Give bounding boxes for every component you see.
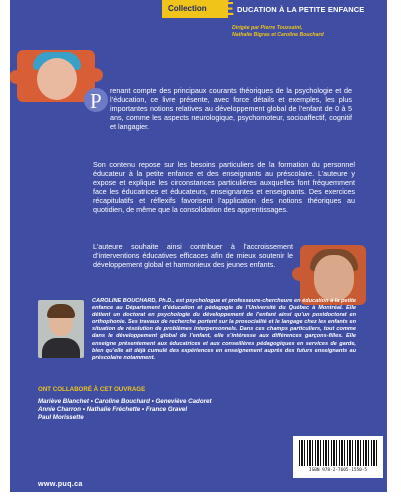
collection-label: Collection: [168, 4, 207, 13]
drop-cap-letter: P: [90, 89, 102, 113]
barcode-bars: [299, 440, 377, 466]
editors-line-2: Nathalie Bigras et Caroline Bouchard: [232, 32, 324, 38]
author-photo: [38, 300, 84, 358]
intro-paragraph: renant compte des principaux courants théoriques de la psychologie et de l’éducation, ce livre présente, avec force détails et exemples, les plus importantes notions relatives au développement global de l’enfant de 0 à 5 ans, comme les aspects neurologique, psychomoteur, socioaffectif, cognitif et langagier.: [110, 86, 352, 132]
isbn-barcode: [293, 436, 383, 478]
collaborators-heading: ONT COLLABORÉ À CET OUVRAGE: [38, 386, 146, 393]
puzzle-photo-child-top: [17, 50, 95, 102]
editors-line-1: Dirigée par Pierre Toussaint,: [232, 25, 303, 31]
content-paragraph: Son contenu repose sur les besoins particuliers de la formation du personnel éducateur à la petite enfance et des enseignants au préscolaire. L’auteure y expose et explique les circonstances particulières auxquelles font fréquemment face les éducatrices et éducateurs, enseignantes et enseignants. Des exercices récapitulatifs et réflexifs favorisent l’application des notions théoriques au quotidien, de même que la consolidation des apprentissages.: [93, 160, 355, 215]
isbn-number: ISBN 978-2-7605-1550-5: [308, 468, 368, 473]
author-bio: CAROLINE BOUCHARD, Ph.D., est psychologue et professeure-chercheure en éducation à la petite enfance au Département d’éducation et pédagogie de l’Université du Québec à Montréal. Elle détient un doctorat en psychologie du développement de l’enfant ainsi qu’un postdoctorat en orthophonie. Ses travaux de recherche portent sur la prosocialité et le langage chez les enfants en situation de résolution de problèmes interpersonnels. Dans ces champs particuliers, tout comme dans le développement global de l’enfant, elle s’intéresse aux différences garçons-filles. Elle enseigne présentement aux éducatrices et aux conseillères pédagogiques en services de garde, bien qu’elle ait déjà cumulé des expériences en enseignement auprès des futurs enseignants au préscolaire notamment.: [92, 298, 356, 361]
author-body: [42, 338, 80, 358]
closing-paragraph: L’auteure souhaite ainsi contribuer à l’accroissement d’interventions éducatives efficaces afin de mieux soutenir le développement global et harmonieux des jeunes enfants.: [93, 242, 293, 270]
child-face: [37, 58, 77, 100]
publisher-url[interactable]: www.puq.ca: [38, 479, 83, 488]
editors-credit: [232, 25, 382, 39]
collection-header: [10, 0, 387, 18]
puzzle-knob: [292, 267, 308, 281]
collaborators-line: Annie Charron • Nathalie Fréchette • France Gravel: [38, 406, 188, 414]
book-back-cover: [10, 0, 387, 492]
drop-cap-circle: [84, 88, 108, 112]
puzzle-knob: [87, 68, 103, 82]
collaborators-list: [38, 398, 278, 423]
collaborators-line: Paul Morissette: [38, 414, 84, 422]
author-hair: [47, 304, 75, 318]
puzzle-photo-child-right: [300, 245, 366, 305]
collection-title: DUCATION À LA PETITE ENFANCE: [237, 5, 365, 14]
collection-logo-letter: É: [222, 0, 235, 19]
collaborators-line: Mariève Blanchet • Caroline Bouchard • Geneviève Cadoret: [38, 398, 212, 405]
child-face: [314, 255, 354, 301]
puzzle-knob: [10, 70, 25, 84]
